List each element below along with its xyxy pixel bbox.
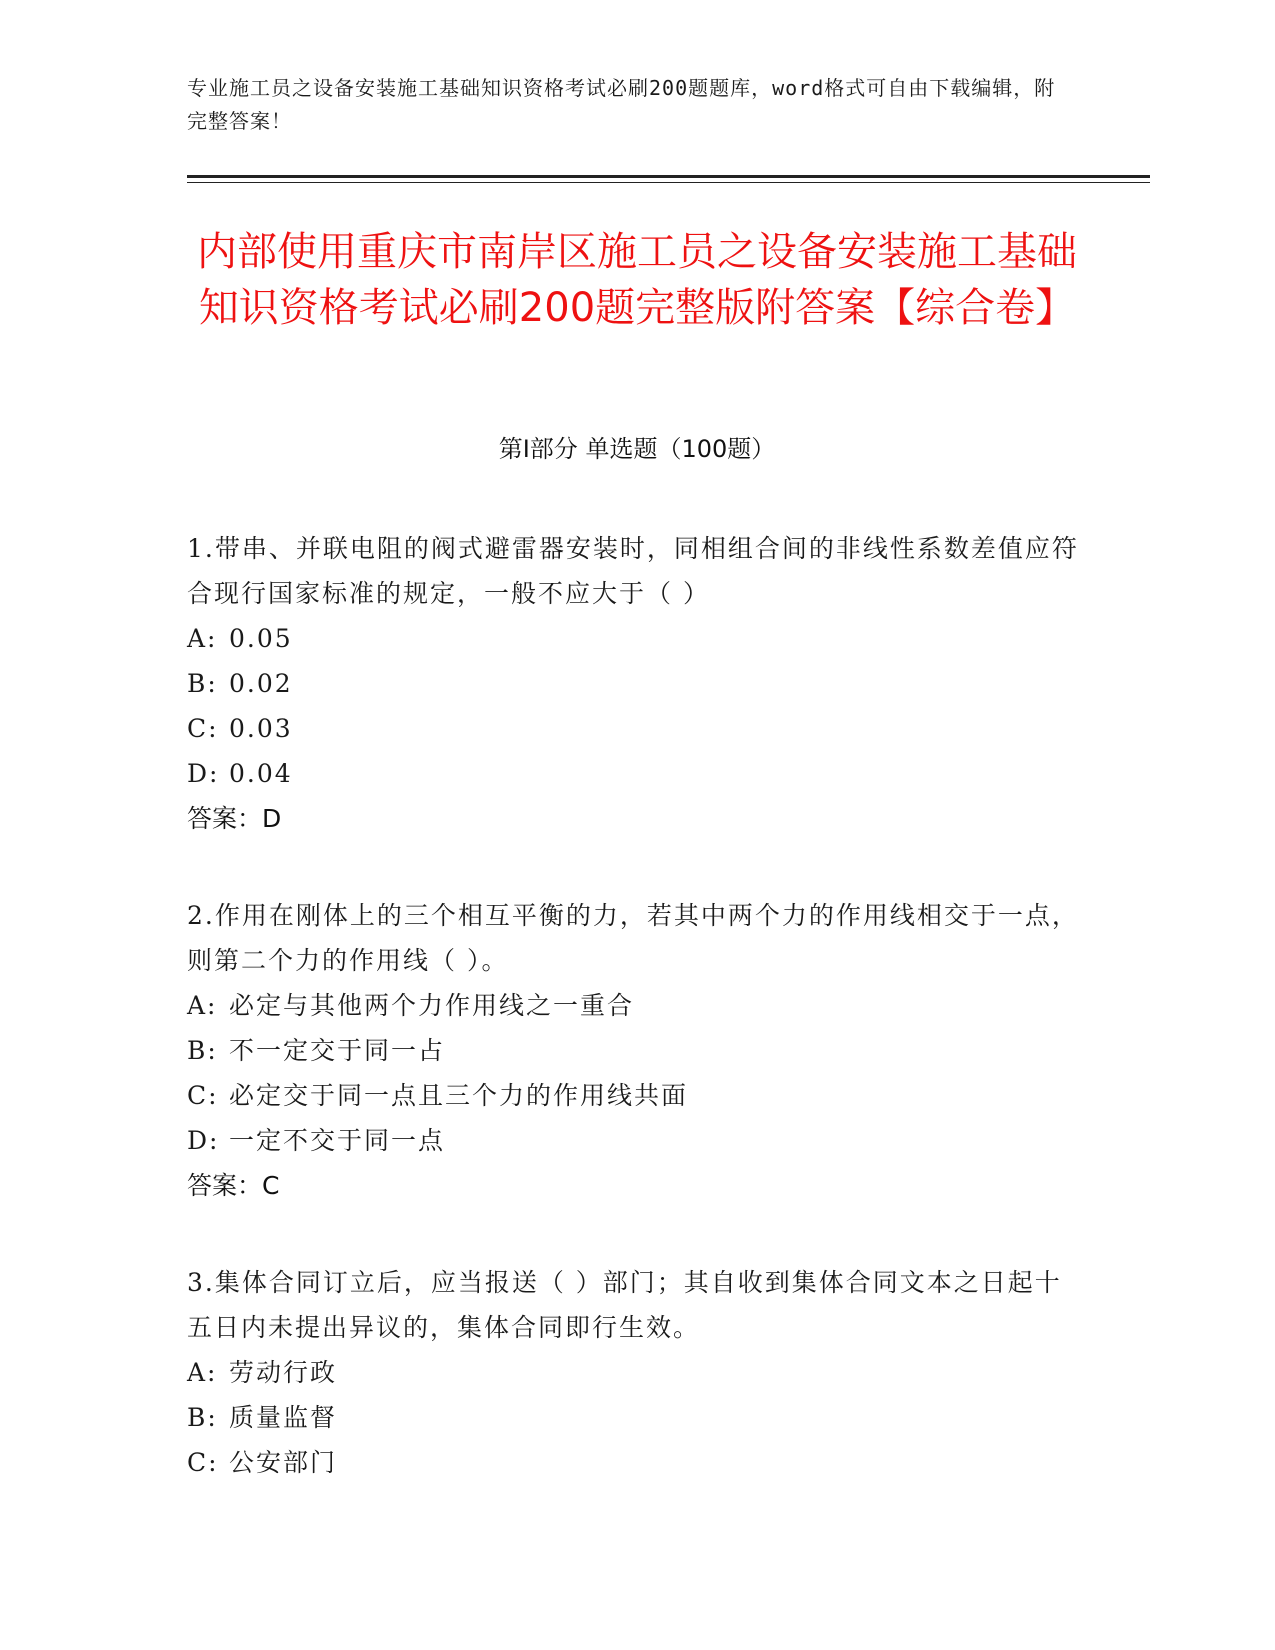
- header-divider-thin: [187, 182, 1150, 183]
- option-text: 劳动行政: [229, 1358, 338, 1387]
- option-a: [187, 983, 1087, 1028]
- question-2: [187, 893, 1087, 1208]
- option-c: [187, 1440, 1087, 1485]
- header-divider-thick: [187, 175, 1150, 178]
- question-list: [187, 526, 1087, 1537]
- option-a: [187, 616, 1087, 661]
- option-b: [187, 1028, 1087, 1073]
- option-text: 0.03: [229, 714, 293, 743]
- option-text: 质量监督: [229, 1403, 338, 1432]
- document-title: 内部使用重庆市南岸区施工员之设备安装施工基础知识资格考试必刷200题完整版附答案【综合卷】: [197, 229, 1077, 331]
- section-title: 第Ⅰ部分 单选题（100题）: [498, 435, 776, 463]
- option-text: 0.02: [229, 669, 293, 698]
- option-letter: D:: [187, 759, 220, 788]
- option-text: 必定交于同一点且三个力的作用线共面: [229, 1081, 689, 1110]
- option-c: [187, 706, 1087, 751]
- answer: 答案：C: [187, 1171, 280, 1200]
- option-letter: B:: [187, 1036, 218, 1065]
- question-stem: 1.带串、并联电阻的阀式避雷器安装时，同相组合间的非线性系数差值应符合现行国家标准的规定，一般不应大于（ ）: [187, 534, 1079, 608]
- option-text: 0.04: [229, 759, 293, 788]
- option-letter: A:: [187, 624, 218, 653]
- option-b: [187, 661, 1087, 706]
- header-note: 专业施工员之设备安装施工基础知识资格考试必刷200题题库，word格式可自由下载编辑，附完整答案！: [187, 76, 1056, 133]
- option-letter: D:: [187, 1126, 220, 1155]
- question-stem: 3.集体合同订立后，应当报送（ ）部门；其自收到集体合同文本之日起十五日内未提出异议的，集体合同即行生效。: [187, 1268, 1062, 1342]
- option-d: [187, 751, 1087, 796]
- option-letter: B:: [187, 1403, 218, 1432]
- option-a: [187, 1350, 1087, 1395]
- question-1: [187, 526, 1087, 841]
- question-3: [187, 1260, 1087, 1485]
- option-c: [187, 1073, 1087, 1118]
- option-letter: C:: [187, 1448, 219, 1477]
- option-letter: A:: [187, 1358, 218, 1387]
- option-text: 不一定交于同一占: [229, 1036, 446, 1065]
- option-letter: C:: [187, 1081, 219, 1110]
- option-letter: A:: [187, 991, 218, 1020]
- option-text: 公安部门: [229, 1448, 338, 1477]
- option-d: [187, 1118, 1087, 1163]
- option-text: 必定与其他两个力作用线之一重合: [229, 991, 635, 1020]
- option-b: [187, 1395, 1087, 1440]
- option-letter: C:: [187, 714, 219, 743]
- answer: 答案：D: [187, 804, 282, 833]
- option-text: 0.05: [229, 624, 293, 653]
- option-text: 一定不交于同一点: [229, 1126, 446, 1155]
- question-stem: 2.作用在刚体上的三个相互平衡的力，若其中两个力的作用线相交于一点，则第二个力的作用线（ ）。: [187, 901, 1079, 975]
- option-letter: B:: [187, 669, 218, 698]
